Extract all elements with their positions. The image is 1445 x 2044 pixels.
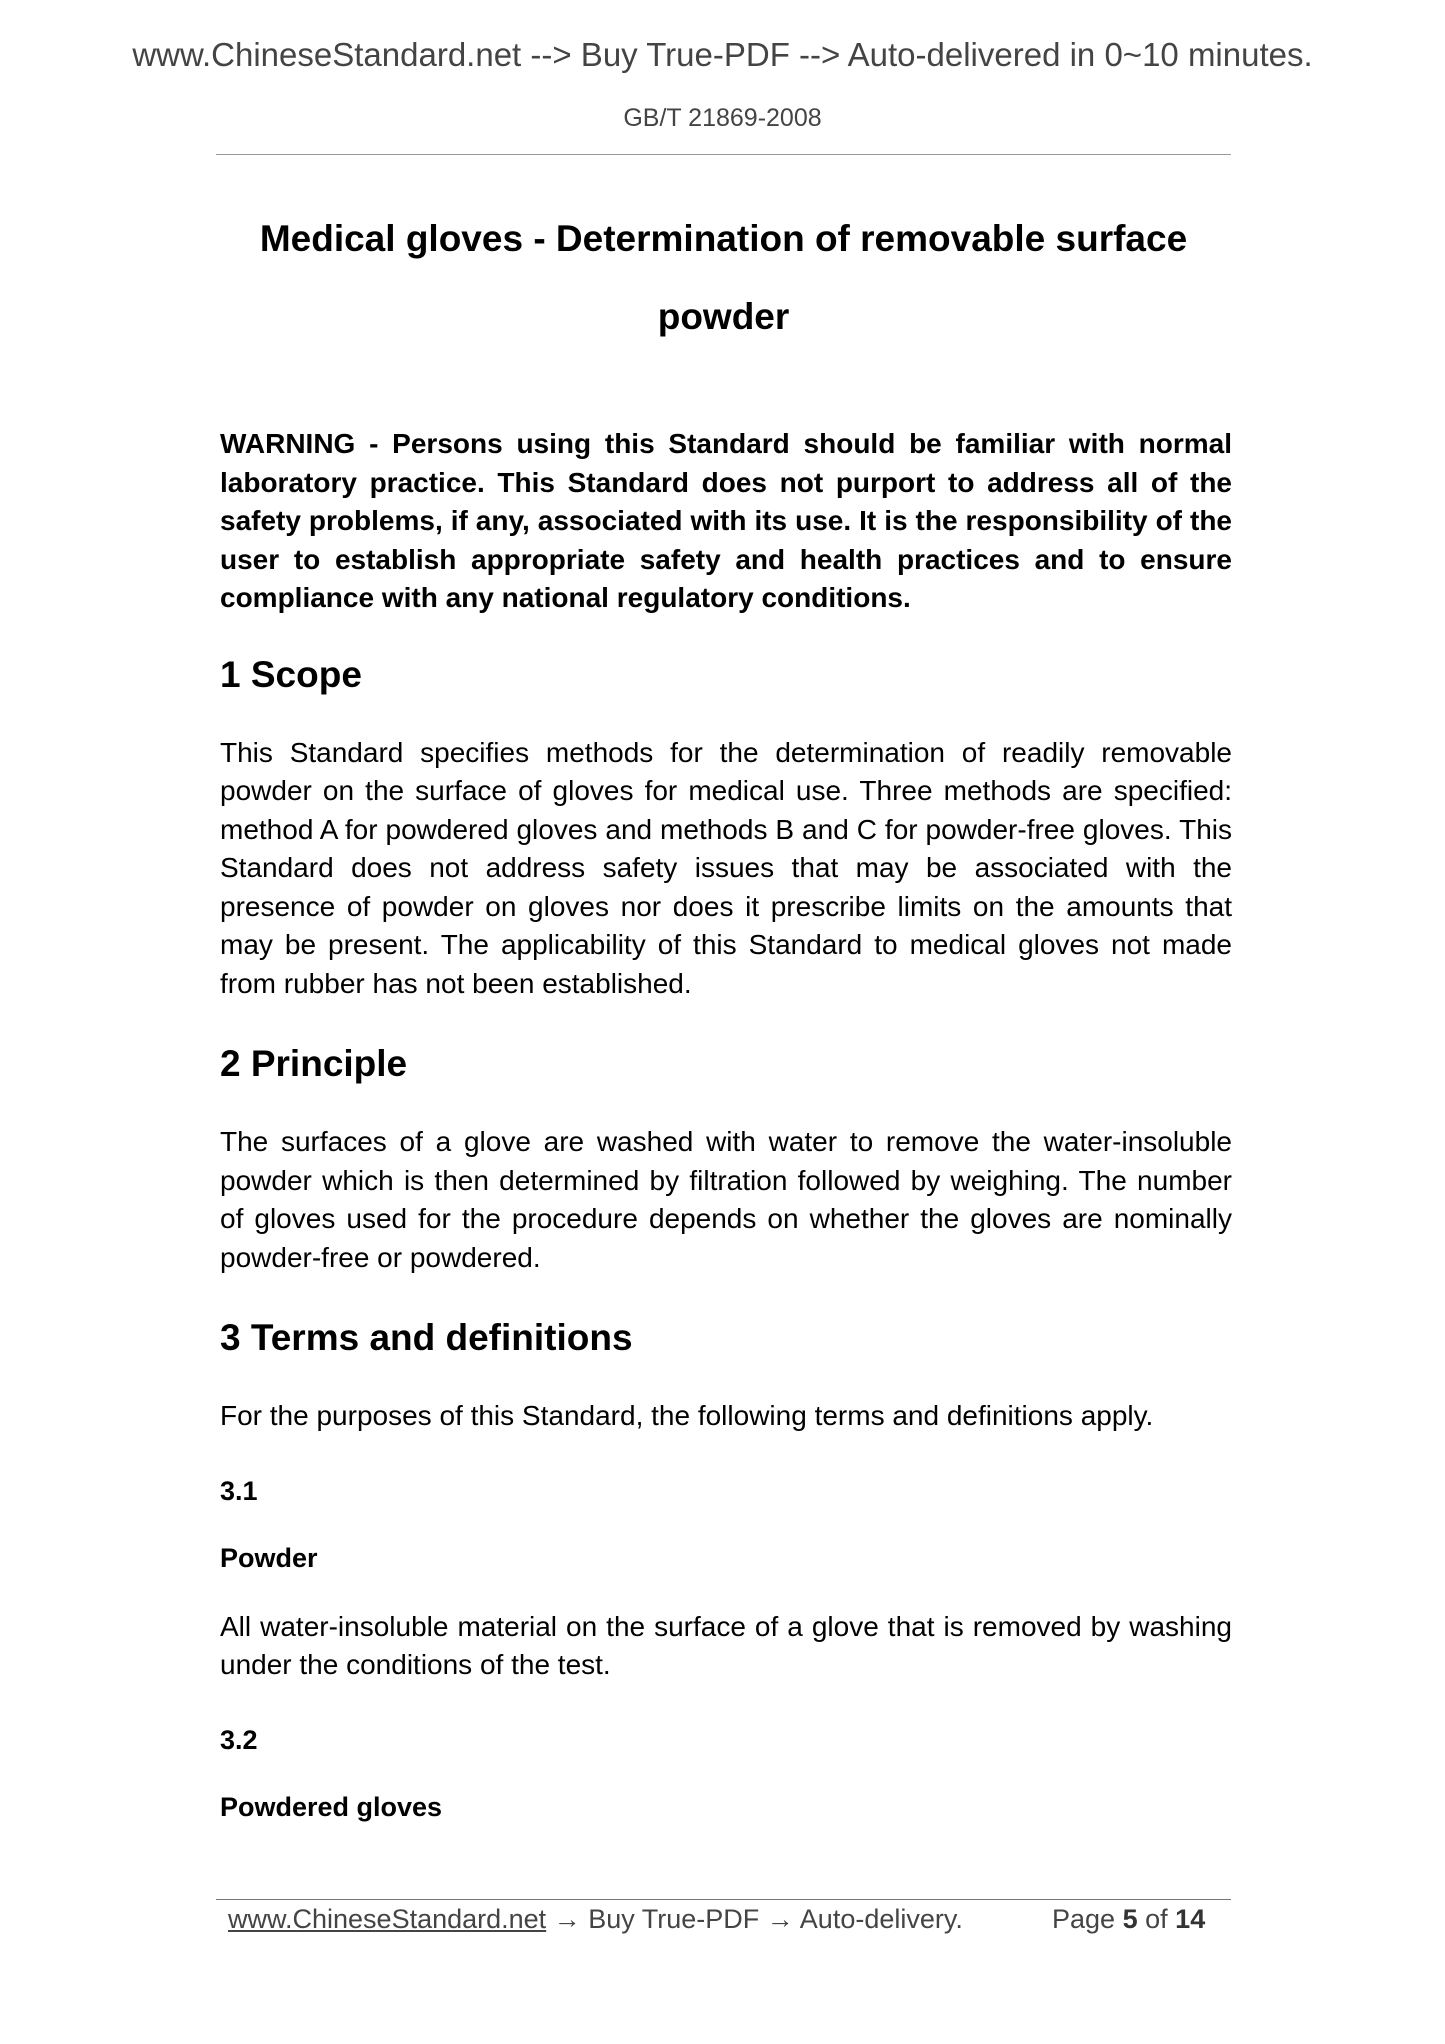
term-number-3-1: 3.1: [220, 1475, 258, 1506]
total-pages: 14: [1175, 1904, 1206, 1934]
of-label: of: [1145, 1904, 1168, 1934]
principle-paragraph: The surfaces of a glove are washed with water to remove the water-insoluble powder which is then determined by filtration followed by weighing. The number of gloves used for the procedure depends on whether the gloves are nominally powder-free or powdered.: [220, 1126, 1232, 1273]
warning-paragraph: WARNING - Persons using this Standard should be familiar with normal laboratory practice. This Standard does not purport to address all of the safety problems, if any, associated with its use. It is the responsibility of the user to establish appropriate safety and health practices and to ensure compliance with any national regulatory conditions.: [220, 428, 1232, 613]
footer-left: [228, 1904, 963, 1935]
title-line-2: powder: [657, 296, 790, 337]
term-name-powdered-gloves: Powdered gloves: [220, 1791, 443, 1822]
page-label: Page: [1052, 1904, 1116, 1934]
term-number-3-2: 3.2: [220, 1724, 258, 1755]
title-line-1: Medical gloves - Determination of removable surface: [259, 218, 1188, 259]
section-heading-principle: 2 Principle: [220, 1043, 408, 1084]
header-divider: [216, 154, 1231, 155]
scope-paragraph: This Standard specifies methods for the determination of readily removable powder on the surface of gloves for medical use. Three methods are specified: method A for powdered gloves and methods B and C for powder-free gloves. This Standard does not address safety issues that may be associated with the presence of powder on gloves nor does it prescribe limits on the amounts that may be present. The applicability of this Standard to medical gloves not made from rubber has not been established.: [220, 736, 1232, 999]
footer-divider: [216, 1899, 1231, 1900]
footer-delivery-text: Auto-delivery.: [799, 1904, 963, 1934]
document-title: [216, 200, 1231, 356]
arrow-right-icon: →: [553, 1904, 581, 1934]
page-indicator: [1052, 1904, 1205, 1935]
term-name-powder: Powder: [220, 1542, 318, 1573]
document-body: [220, 425, 1232, 1857]
section-heading-terms: 3 Terms and definitions: [220, 1317, 633, 1358]
footer-site-link[interactable]: www.ChineseStandard.net: [228, 1904, 547, 1934]
document-code: GB/T 21869-2008: [623, 104, 822, 132]
site-banner: www.ChineseStandard.net --> Buy True-PDF --> Auto-delivered in 0~10 minutes.: [132, 36, 1313, 73]
terms-intro-paragraph: For the purposes of this Standard, the following terms and definitions apply.: [220, 1400, 1154, 1431]
page-number: 5: [1122, 1904, 1138, 1934]
arrow-right-icon: →: [766, 1904, 794, 1934]
term-definition-powder: All water-insoluble material on the surface of a glove that is removed by washing under the conditions of the test.: [220, 1610, 1232, 1680]
section-heading-scope: 1 Scope: [220, 653, 362, 695]
footer-buy-text: Buy True-PDF: [588, 1904, 760, 1934]
